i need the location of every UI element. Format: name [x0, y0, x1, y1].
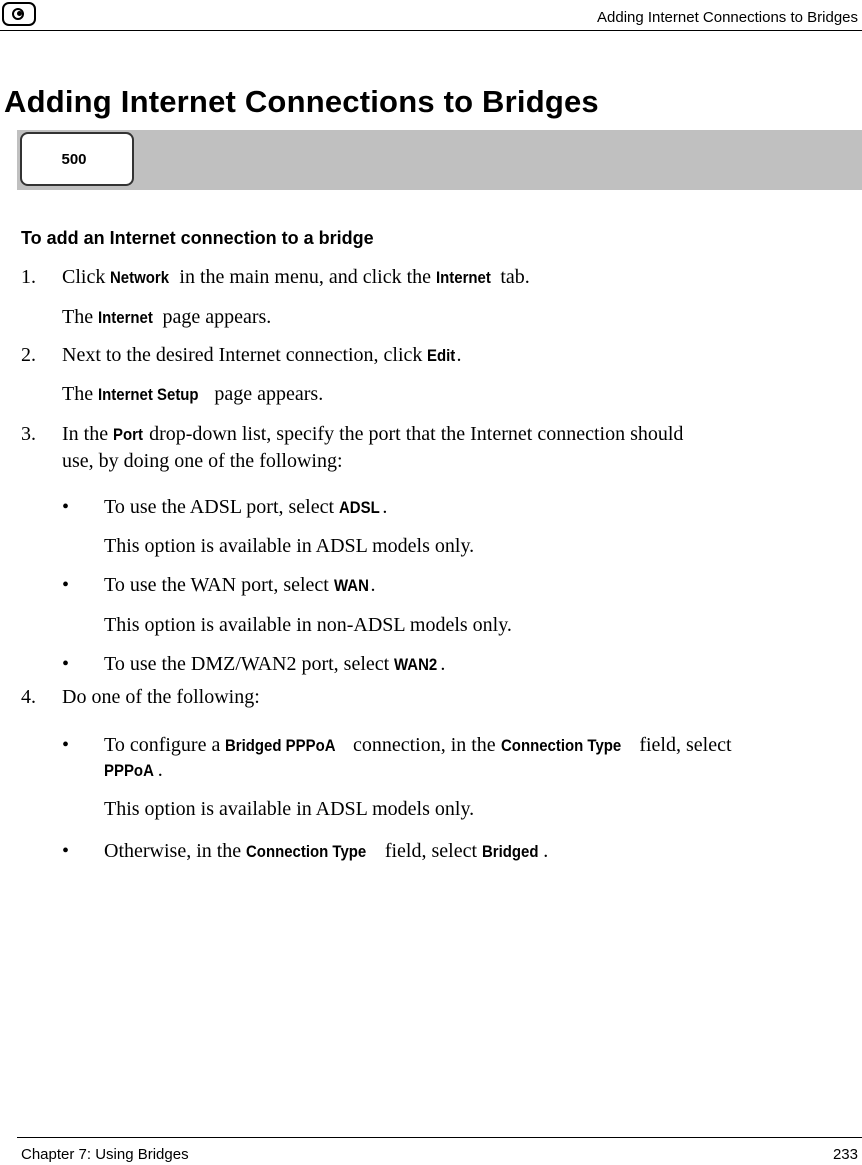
ui-term: Internet Setup	[98, 385, 199, 404]
step-3-text: In the Port drop-down list, specify the port that the Internet connection should	[62, 423, 684, 445]
bullet-icon: •	[62, 496, 70, 518]
step-1-result: The Internet page appears.	[62, 306, 272, 328]
ui-term: WAN	[333, 576, 369, 595]
step-number: 1.	[21, 266, 36, 288]
ui-term: Connection Type	[246, 842, 367, 861]
camera-icon	[2, 2, 36, 26]
step-2-text: Next to the desired Internet connection, click Edit.	[62, 344, 462, 366]
ui-term: PPPoA	[104, 761, 154, 780]
procedure-title: To add an Internet connection to a bridge	[21, 228, 374, 248]
bullet-text: To configure a Bridged PPPoA connection, in the Connection Type field, select	[104, 734, 732, 756]
footer-rule	[17, 1137, 862, 1138]
bullet-text: Otherwise, in the Connection Type field, select Bridged .	[104, 840, 549, 862]
bullet-text-cont: PPPoA .	[104, 759, 163, 781]
footer-chapter: Chapter 7: Using Bridges	[21, 1146, 189, 1163]
page-title: Adding Internet Connections to Bridges	[4, 84, 599, 119]
header-rule	[0, 30, 862, 31]
step-1-text: Click Network in the main menu, and click the Internet tab.	[62, 266, 530, 288]
ui-term: Port	[113, 425, 144, 444]
ui-term: Bridged	[482, 842, 539, 861]
bullet-text: To use the DMZ/WAN2 port, select WAN2 .	[104, 653, 446, 675]
bullet-icon: •	[62, 653, 70, 675]
ui-term: ADSL	[339, 498, 380, 517]
ui-term: Network	[110, 268, 170, 287]
bullet-note: This option is available in ADSL models only.	[104, 535, 475, 557]
ui-term: Internet	[98, 308, 153, 327]
step-3-text-cont: use, by doing one of the following:	[62, 450, 343, 472]
bullet-icon: •	[62, 574, 70, 596]
page-number: 233	[832, 1146, 858, 1163]
running-header: Adding Internet Connections to Bridges	[597, 9, 858, 26]
step-number: 4.	[21, 686, 36, 708]
ui-term: Internet	[436, 268, 491, 287]
ui-term: Connection Type	[500, 736, 621, 755]
step-2-result: The Internet Setup page appears.	[62, 383, 324, 405]
bullet-note: This option is available in ADSL models only.	[104, 798, 475, 820]
bullet-note: This option is available in non-ADSL models only.	[104, 614, 512, 636]
ui-term: WAN2	[394, 655, 438, 674]
model-badge: 500	[20, 132, 134, 186]
step-4-text: Do one of the following:	[62, 686, 260, 708]
bullet-icon: •	[62, 840, 70, 862]
step-number: 2.	[21, 344, 36, 366]
bullet-text: To use the ADSL port, select ADSL .	[104, 496, 388, 518]
bullet-icon: •	[62, 734, 70, 756]
ui-term: Bridged PPPoA	[225, 736, 336, 755]
ui-term: Edit	[427, 346, 456, 365]
step-number: 3.	[21, 423, 36, 445]
model-bar	[17, 130, 862, 190]
bullet-text: To use the WAN port, select WAN.	[104, 574, 376, 596]
